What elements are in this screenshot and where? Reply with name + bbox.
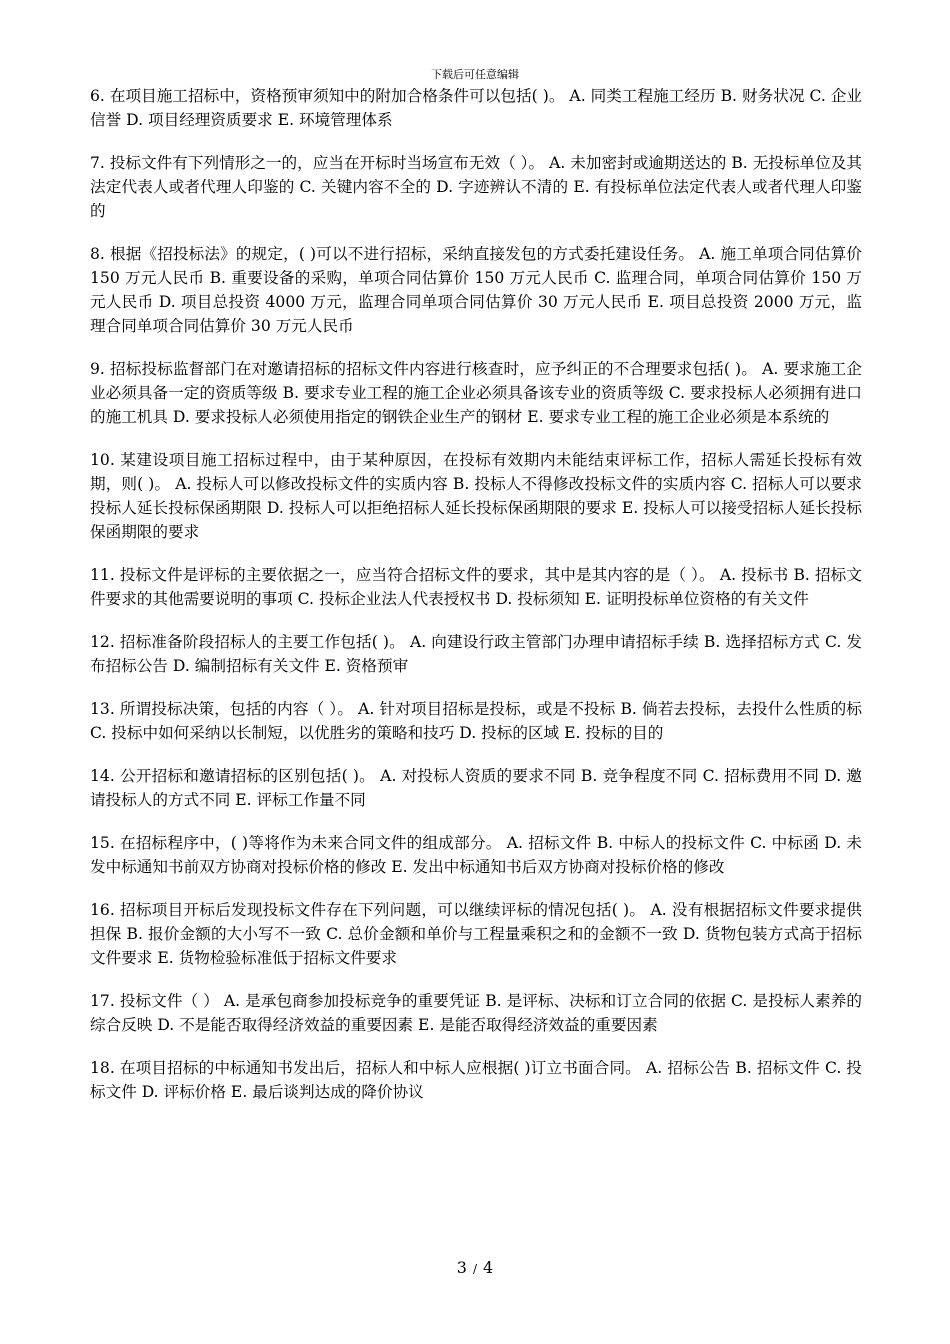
question-8: 8. 根据《招投标法》的规定，( )可以不进行招标，采纳直接发包的方式委托建设任务。 A. 施工单项合同估算价 150 万元人民币 B. 重要设备的采购，单项合同估算价 150 万元人民币 C. 监理合同，单项合同估算价 150 万元人民币 D. 项目总投资 4000 万元，监理合同单项合同估算价 30 万元人民币 E. 项目总投资 2000 万元，监理合同单项合同估算价 30 万元人民币 bbox=[90, 245, 862, 335]
question-11: 11. 投标文件是评标的主要依据之一，应当符合招标文件的要求，其中是其内容的是（ ）。 A. 投标书 B. 招标文件要求的其他需要说明的事项 C. 投标企业法人代表授权书 D. 投标须知 E. 证明投标单位资格的有关文件 bbox=[90, 566, 862, 608]
question-list bbox=[90, 84, 862, 1123]
question-14: 14. 公开招标和邀请招标的区别包括( )。 A. 对投标人资质的要求不同 B. 竞争程度不同 C. 招标费用不同 D. 邀请投标人的方式不同 E. 评标工作量不同 bbox=[90, 767, 862, 809]
page-current: 3 bbox=[456, 1258, 467, 1277]
question-7: 7. 投标文件有下列情形之一的，应当在开标时当场宣布无效（ ）。 A. 未加密封或逾期送达的 B. 无投标单位及其法定代表人或者代理人印鉴的 C. 关键内容不全的 D. 字迹辨认不清的 E. 有投标单位法定代表人或者代理人印鉴的 bbox=[90, 154, 862, 220]
question-10: 10. 某建设项目施工招标过程中，由于某种原因，在投标有效期内未能结束评标工作，招标人需延长投标有效期，则( )。 A. 投标人可以修改投标文件的实质内容 B. 投标人不得修改投标文件的实质内容 C. 招标人可以要求投标人延长投标保函期限 D. 投标人可以拒绝招标人延长投标保函期限的要求 E. 投标人可以接受招标人延长投标保函期限的要求 bbox=[90, 451, 862, 541]
question-12: 12. 招标准备阶段招标人的主要工作包括( )。 A. 向建设行政主管部门办理申请招标手续 B. 选择招标方式 C. 发布招标公告 D. 编制招标有关文件 E. 资格预审 bbox=[90, 633, 862, 675]
page-header-note: 下载后可任意编辑 bbox=[431, 68, 519, 81]
question-13: 13. 所谓投标决策，包括的内容（ ）。 A. 针对项目招标是投标，或是不投标 B. 倘若去投标，去投什么性质的标 C. 投标中如何采纳以长制短，以优胜劣的策略和技巧 D. 投标的区域 E. 投标的目的 bbox=[90, 700, 862, 742]
question-15: 15. 在招标程序中，( )等将作为未来合同文件的组成部分。 A. 招标文件 B. 中标人的投标文件 C. 中标函 D. 未发中标通知书前双方协商对投标价格的修改 E. 发出中标通知书后双方协商对投标价格的修改 bbox=[90, 834, 862, 876]
question-16: 16. 招标项目开标后发现投标文件存在下列问题，可以继续评标的情况包括( )。 A. 没有根据招标文件要求提供担保 B. 报价金额的大小写不一致 C. 总价金额和单价与工程量乘积之和的金额不一致 D. 货物包装方式高于招标文件要求 E. 货物检验标准低于招标文件要求 bbox=[90, 901, 862, 967]
question-6: 6. 在项目施工招标中，资格预审须知中的附加合格条件可以包括( )。 A. 同类工程施工经历 B. 财务状况 C. 企业信誉 D. 项目经理资质要求 E. 环境管理体系 bbox=[90, 87, 862, 129]
page-number bbox=[0, 1258, 950, 1277]
question-17: 17. 投标文件（ ） A. 是承包商参加投标竞争的重要凭证 B. 是评标、决标和订立合同的依据 C. 是投标人素养的综合反映 D. 不是能否取得经济效益的重要因素 E. 是能否取得经济效益的重要因素 bbox=[90, 992, 862, 1034]
question-9: 9. 招标投标监督部门在对邀请招标的招标文件内容进行核查时，应予纠正的不合理要求包括( )。 A. 要求施工企业必须具备一定的资质等级 B. 要求专业工程的施工企业必须具备该专业的资质等级 C. 要求投标人必须拥有进口的施工机具 D. 要求投标人必须使用指定的钢铁企业生产的钢材 E. 要求专业工程的施工企业必须是本系统的 bbox=[90, 360, 862, 426]
question-18: 18. 在项目招标的中标通知书发出后，招标人和中标人应根据( )订立书面合同。 A. 招标公告 B. 招标文件 C. 投标文件 D. 评标价格 E. 最后谈判达成的降价协议 bbox=[90, 1059, 862, 1101]
page-separator: / bbox=[472, 1262, 478, 1276]
page-total: 4 bbox=[483, 1258, 494, 1277]
